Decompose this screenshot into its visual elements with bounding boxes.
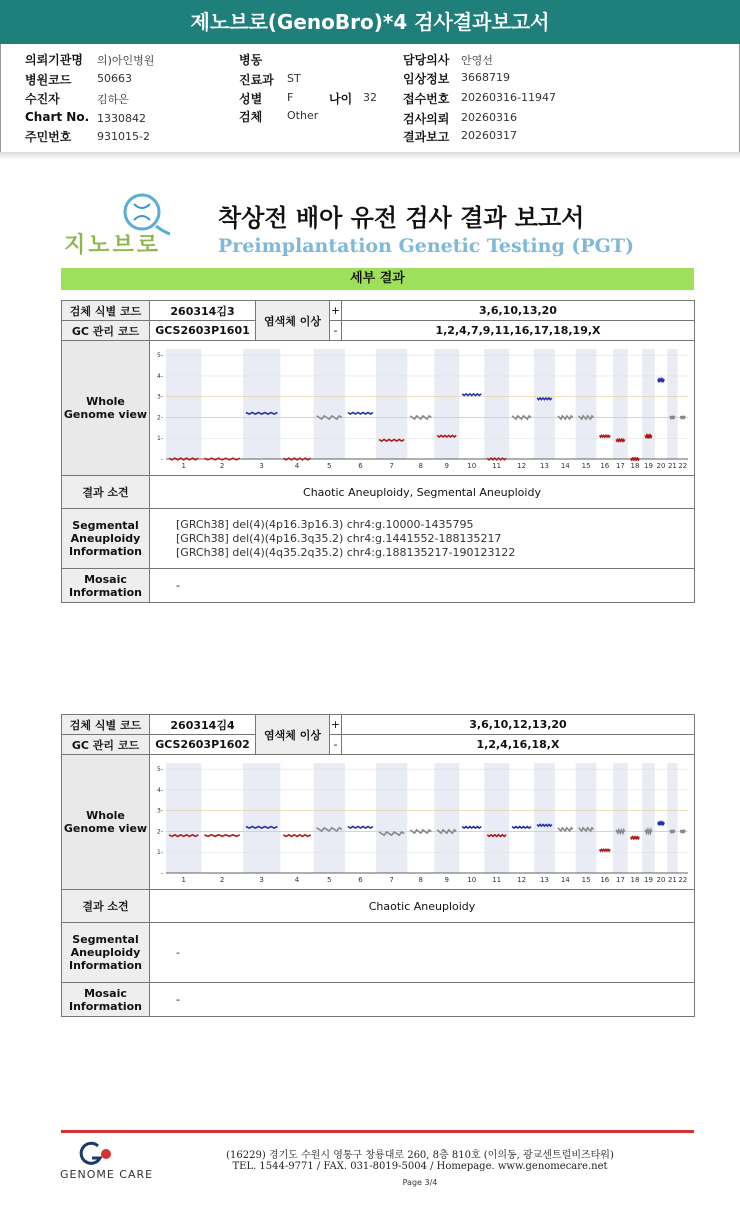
chromosome-band (613, 763, 628, 873)
x-tick-label: 19 (644, 462, 653, 470)
x-tick-label: 14 (560, 462, 570, 470)
gain-sign: + (330, 715, 342, 735)
footer-divider (61, 1130, 694, 1133)
section-title: 세부 결과 (61, 268, 694, 290)
x-tick-label: 18 (630, 462, 640, 470)
receipt-value: 20260316-11947 (461, 91, 556, 104)
loss-chromosomes: 1,2,4,7,9,11,16,17,18,19,X (342, 321, 695, 341)
gain-sign: + (330, 301, 342, 321)
segmental-info (150, 509, 695, 569)
specimen-value: Other (287, 109, 319, 122)
hospital-code-value: 50663 (97, 72, 132, 85)
request-label: 검사의뢰 (403, 112, 450, 126)
x-tick-label: 11 (492, 462, 502, 470)
chromosome-band (243, 349, 280, 459)
x-tick-label: 2 (219, 876, 225, 884)
x-tick-label: 7 (389, 462, 394, 470)
segmental-label: Segmental Aneuploidy Information (62, 509, 150, 569)
segmental-line: - (176, 945, 180, 959)
genobro-logo-text: 지노브로 (64, 233, 162, 258)
genome-care-logo-icon (60, 1140, 120, 1168)
copy-number-segment (558, 828, 573, 831)
specimen-label: 검체 (239, 110, 263, 124)
copy-number-segment (631, 458, 640, 460)
copy-number-segment (670, 416, 674, 419)
finding-value: Chaotic Aneuploidy, Segmental Aneuploidy (150, 476, 695, 509)
copy-number-segment (204, 835, 240, 837)
copy-number-segment (600, 849, 611, 851)
gc-code-value: GCS2603P1602 (150, 735, 256, 755)
x-tick-label: 5 (327, 462, 332, 470)
x-tick-label: 19 (644, 876, 653, 884)
whole-genome-plot (150, 341, 694, 475)
y-tick-label: 2- (157, 828, 163, 836)
age-value: 32 (363, 91, 377, 104)
chromosome-band (642, 763, 654, 873)
x-tick-label: 17 (615, 462, 625, 470)
copy-number-segment (631, 837, 640, 839)
gain-chromosomes: 3,6,10,12,13,20 (342, 715, 695, 735)
x-tick-label: 13 (540, 876, 549, 884)
loss-chromosomes: 1,2,4,16,18,X (342, 735, 695, 755)
x-tick-label: 6 (358, 462, 363, 470)
segmental-line: [GRCh38] del(4)(4p16.3p16.3) chr4:g.10000-1435795 (176, 517, 474, 531)
chromosome-band (166, 349, 201, 459)
x-tick-label: 5 (327, 876, 332, 884)
x-tick-label: 7 (389, 876, 394, 884)
x-tick-label: 20 (656, 462, 666, 470)
x-tick-label: 16 (600, 876, 610, 884)
copy-number-segment (462, 394, 481, 396)
copy-number-segment (283, 835, 310, 837)
x-tick-label: 8 (418, 876, 423, 884)
segmental-label: Segmental Aneuploidy Information (62, 923, 150, 983)
report-title: 제노브로(GenoBro)*4 검사결과보고서 (0, 0, 740, 44)
mosaic-label: Mosaic Information (62, 569, 150, 603)
gain-chromosomes: 3,6,10,13,20 (342, 301, 695, 321)
chromosome-band (314, 763, 345, 873)
mosaic-value: - (150, 569, 695, 603)
doctor-value: 안영선 (461, 54, 493, 67)
y-tick-label: - (160, 456, 163, 463)
dept-value: ST (287, 72, 301, 85)
chromosome-band (576, 349, 597, 459)
loss-sign: - (330, 735, 342, 755)
x-tick-label: 4 (294, 876, 300, 884)
report-heading-ko: 착상전 배아 유전 검사 결과 보고서 (218, 204, 585, 232)
x-tick-label: 9 (444, 876, 449, 884)
receipt-label: 접수번호 (403, 92, 450, 106)
abnormality-label: 염색체 이상 (256, 715, 330, 755)
x-tick-label: 15 (581, 876, 591, 884)
mosaic-value: - (150, 983, 695, 1017)
copy-number-segment (658, 822, 665, 824)
y-tick-label: 4- (157, 786, 163, 794)
copy-number-segment (512, 827, 531, 829)
finding-label: 결과 소견 (62, 890, 150, 923)
segmental-line: [GRCh38] del(4)(4p16.3q35.2) chr4:g.1441552-188135217 (176, 531, 502, 545)
x-tick-label: 13 (540, 462, 549, 470)
x-tick-label: 8 (418, 462, 423, 470)
x-tick-label: 15 (581, 462, 591, 470)
copy-number-segment (600, 435, 611, 437)
y-tick-label: 5- (157, 352, 163, 360)
x-tick-label: 11 (492, 876, 502, 884)
y-tick-label: 1- (157, 435, 163, 443)
report-date-label: 결과보고 (403, 130, 450, 144)
report-date-value: 20260317 (461, 129, 517, 142)
age-label: 나이 (329, 92, 353, 106)
copy-number-segment (645, 435, 652, 437)
sample-id-value: 260314김3 (150, 301, 256, 321)
copy-number-segment (616, 440, 625, 442)
x-tick-label: 22 (678, 462, 688, 470)
x-tick-label: 21 (667, 462, 677, 470)
sample-id-label: 검체 식별 코드 (62, 301, 150, 321)
x-tick-label: 4 (294, 462, 300, 470)
report-heading-en: Preimplantation Genetic Testing (PGT) (218, 235, 634, 257)
whole-genome-plot-cell (150, 341, 695, 476)
x-tick-label: 2 (219, 462, 225, 470)
examinee-label: 수진자 (25, 92, 60, 106)
x-tick-label: 6 (358, 876, 363, 884)
y-tick-label: - (160, 870, 163, 877)
y-tick-label: 2- (157, 414, 163, 422)
copy-number-segment (283, 458, 310, 460)
chromosome-band (484, 349, 509, 459)
mosaic-label: Mosaic Information (62, 983, 150, 1017)
chromosome-band (243, 763, 280, 873)
resident-no-label: 주민번호 (25, 130, 72, 144)
segmental-info (150, 923, 695, 983)
x-tick-label: 9 (444, 462, 449, 470)
chromosome-band (667, 763, 677, 873)
sample-result-block (61, 300, 694, 603)
chromosome-band (376, 763, 407, 873)
x-tick-label: 3 (259, 462, 264, 470)
whole-genome-plot-cell (150, 755, 695, 890)
x-tick-label: 22 (678, 876, 688, 884)
clinical-value: 3668719 (461, 71, 510, 84)
chromosome-band (667, 349, 677, 459)
loss-sign: - (330, 321, 342, 341)
examinee-value: 김하은 (97, 93, 129, 106)
y-tick-label: 1- (157, 849, 163, 857)
copy-number-segment (348, 413, 373, 415)
y-tick-label: 4- (157, 372, 163, 380)
segmental-line: [GRCh38] del(4)(4q35.2q35.2) chr4:g.188135217-190123122 (176, 545, 516, 559)
x-tick-label: 16 (600, 462, 610, 470)
x-tick-label: 1 (181, 876, 186, 884)
company-name: GENOME CARE (60, 1168, 154, 1181)
copy-number-segment (681, 416, 685, 419)
copy-number-segment (558, 416, 573, 419)
gc-code-label: GC 관리 코드 (62, 321, 150, 341)
y-tick-label: 3- (157, 807, 163, 815)
x-tick-label: 21 (667, 876, 677, 884)
whole-genome-label: Whole Genome view (62, 341, 150, 476)
whole-genome-plot (150, 755, 694, 889)
sex-value: F (287, 91, 294, 104)
chromosome-band (434, 349, 459, 459)
request-value: 20260316 (461, 111, 517, 124)
page-number: Page 3/4 (402, 1178, 438, 1187)
chromosome-band (642, 349, 654, 459)
footer-address: (16229) 경기도 수원시 영통구 창룡대로 260, 8층 810호 (이의동, 광교센트럴비즈타워) (226, 1150, 614, 1161)
finding-value: Chaotic Aneuploidy (150, 890, 695, 923)
chart-no-label: Chart No. (25, 110, 90, 124)
gc-code-value: GCS2603P1601 (150, 321, 256, 341)
x-tick-label: 12 (517, 876, 527, 884)
copy-number-segment (204, 458, 240, 460)
resident-no-value: 931015-2 (97, 130, 150, 143)
chromosome-band (534, 763, 555, 873)
copy-number-segment (670, 830, 674, 833)
copy-number-segment (681, 830, 685, 833)
y-tick-label: 3- (157, 393, 163, 401)
x-tick-label: 10 (467, 462, 477, 470)
institution-label: 의뢰기관명 (25, 53, 83, 67)
sample-id-value: 260314김4 (150, 715, 256, 735)
x-tick-label: 18 (630, 876, 640, 884)
x-tick-label: 3 (259, 876, 264, 884)
gc-code-label: GC 관리 코드 (62, 735, 150, 755)
panel-shadow (0, 152, 740, 160)
copy-number-segment (462, 827, 481, 829)
x-tick-label: 14 (560, 876, 570, 884)
abnormality-label: 염색체 이상 (256, 301, 330, 341)
sample-result-block (61, 714, 694, 1017)
sample-id-label: 검체 식별 코드 (62, 715, 150, 735)
patient-info-panel (0, 44, 740, 159)
dept-label: 진료과 (239, 73, 274, 87)
chromosome-band (576, 763, 597, 873)
hospital-code-label: 병원코드 (25, 73, 72, 87)
copy-number-segment (645, 830, 652, 833)
footer-contact: TEL. 1544-9771 / FAX. 031-8019-5004 / Homepage. www.genomecare.net (232, 1161, 608, 1172)
chromosome-band (484, 763, 509, 873)
chromosome-band (166, 763, 201, 873)
copy-number-segment (348, 827, 373, 829)
sex-label: 성별 (239, 92, 263, 106)
chromosome-band (534, 349, 555, 459)
x-tick-label: 20 (656, 876, 666, 884)
x-tick-label: 10 (467, 876, 477, 884)
chromosome-band (314, 349, 345, 459)
chromosome-band (376, 349, 407, 459)
finding-label: 결과 소견 (62, 476, 150, 509)
ward-label: 병동 (239, 53, 263, 67)
y-tick-label: 5- (157, 766, 163, 774)
institution-value: 의)아인병원 (97, 54, 155, 67)
clinical-label: 임상정보 (403, 72, 450, 86)
x-tick-label: 12 (517, 462, 527, 470)
x-tick-label: 17 (615, 876, 625, 884)
whole-genome-label: Whole Genome view (62, 755, 150, 890)
doctor-label: 담당의사 (403, 53, 450, 67)
x-tick-label: 1 (181, 462, 186, 470)
chromosome-band (434, 763, 459, 873)
chart-no-value: 1330842 (97, 112, 146, 125)
copy-number-segment (658, 379, 665, 381)
